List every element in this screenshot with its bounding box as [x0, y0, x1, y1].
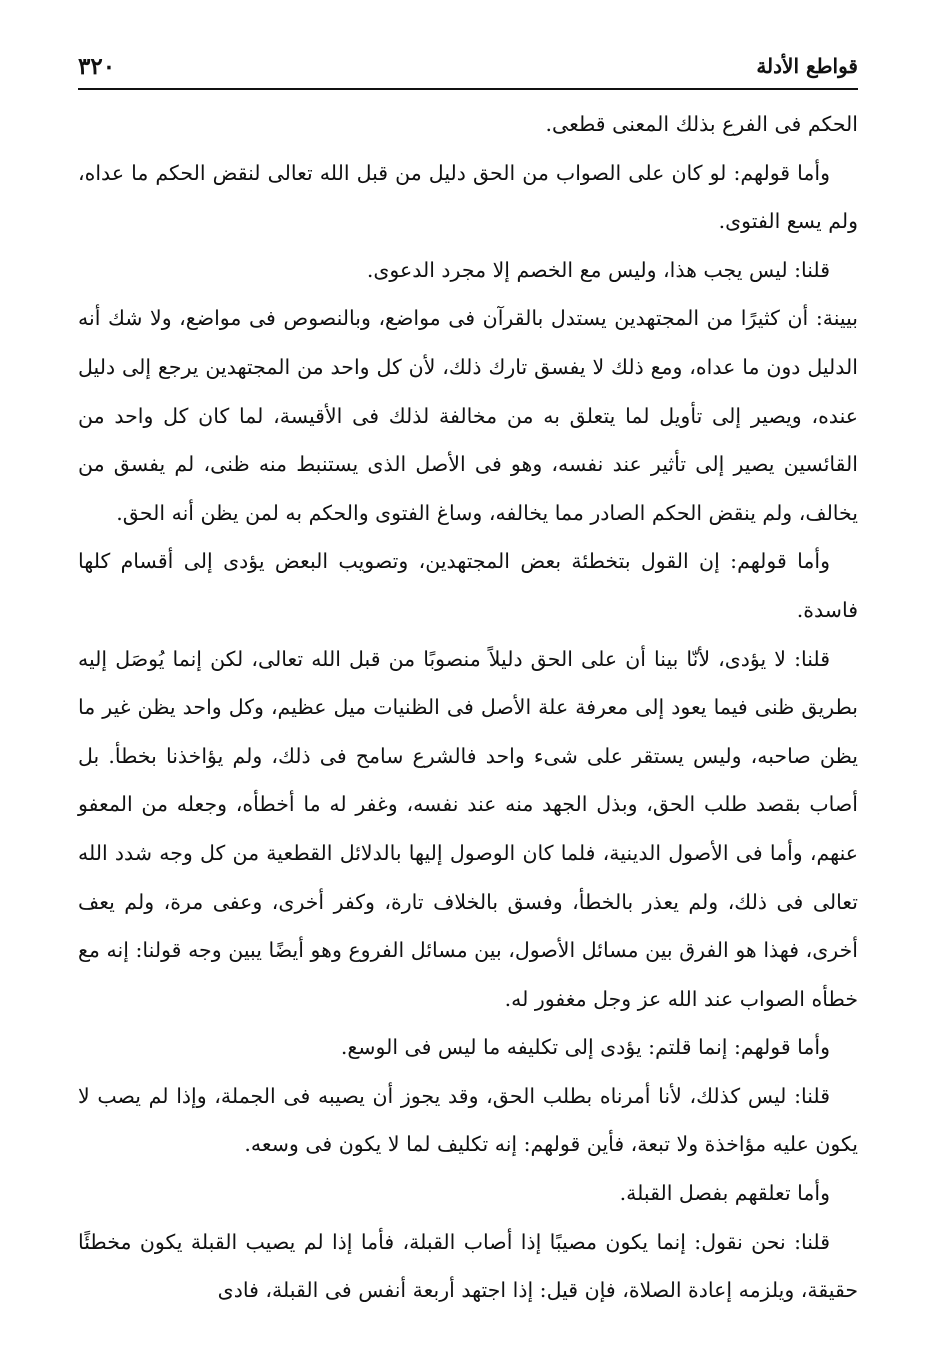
paragraph: وأما قولهم: لو كان على الصواب من الحق دليل من قبل الله تعالى لنقض الحكم ما عداه، ولم يسع الفتوى. [78, 160, 858, 234]
running-title: قواطع الأدلة [756, 54, 858, 78]
paragraph: الحكم فى الفرع بذلك المعنى قطعى. [545, 112, 858, 136]
paragraph: وأما قولهم: إنما قلتم: يؤدى إلى تكليفه ما ليس فى الوسع. [340, 1035, 830, 1060]
header-rule [78, 88, 858, 90]
paragraph: قلنا: لا يؤدى، لأنّا بينا أن على الحق دليلاً منصوبًا من قبل الله تعالى، لكن إنما يُوصَل إليه بطريق ظنى فيما يعود إلى معرفة علة الأصل فى الظنيات ميل عظيم، وكل واحد يظن غير ما يظن صاحبه، وليس يستقر على شىء واحد فالشرع سامح فى ذلك، ولم يؤاخذنا بخطأ. بل أصاب بقصد طلب الحق، وبذل الجهد منه عند نفسه، وغفر له ما أخطأه، وجعله من المعفو عنهم، وأما فى الأصول الدينية، فلما كان الوصول إليها بالدلائل القطعية من كل وجه شدد الله تعالى فى ذلك، ولم يعذر بالخطأ، وفسق بالخلاف تارة، وكفر أخرى، وعفى مرة، ولم يعف أخرى، فهذا هو الفرق بين مسائل الأصول، بين مسائل الفروع وهو أيضًا يبين وجه قولنا: إنه مع خطأه الصواب عند الله عز وجل مغفور له. [78, 646, 858, 1011]
page-body [78, 100, 858, 1309]
paragraph: قلنا: نحن نقول: إنما يكون مصيبًا إذا أصاب القبلة، فأما إذا لم يصيب القبلة يكون مخطئًا حقيقة، ويلزمه إعادة الصلاة، فإن قيل: إذا اجتهد أربعة أنفس فى القبلة، فادى [78, 1229, 858, 1303]
paragraph: وأما قولهم: إن القول بتخطئة بعض المجتهدين، وتصويب البعض يؤدى إلى أقسام كلها فاسدة. [78, 549, 858, 622]
paragraph: قلنا: ليس كذلك، لأنا أمرناه بطلب الحق، وقد يجوز أن يصيبه فى الجملة، وإذا لم يصب لا يكون عليه مؤاخذة ولا تبعة، فأين قولهم: إنه تكليف لما لا يكون فى وسعه. [78, 1083, 858, 1157]
paragraph: قلنا: ليس يجب هذا، وليس مع الخصم إلا مجرد الدعوى. [366, 257, 830, 282]
paragraph: وأما تعلقهم بفصل القبلة. [619, 1181, 830, 1206]
page-header [78, 46, 858, 86]
paragraph: بيينة: أن كثيرًا من المجتهدين يستدل بالقرآن فى مواضع، وبالنصوص فى مواضع، ولا شك أنه الدليل دون ما عداه، ومع ذلك لا يفسق تارك ذلك، لأن كل واحد من المجتهدين يرجع إلى دليل عنده، ويصير إلى تأويل لما يتعلق به من مخالفة لذلك فى الأقيسة، لما كان كل واحد من القائسين يصير إلى تأثير عند نفسه، وهو فى الأصل الذى يستنبط منه ظنى، لم يفسق من يخالف، ولم ينقض الحكم الصادر مما يخالفه، وساغ الفتوى والحكم به لمن يظن أنه الحق. [78, 306, 858, 525]
page-number: ٣٢٠ [78, 52, 116, 80]
